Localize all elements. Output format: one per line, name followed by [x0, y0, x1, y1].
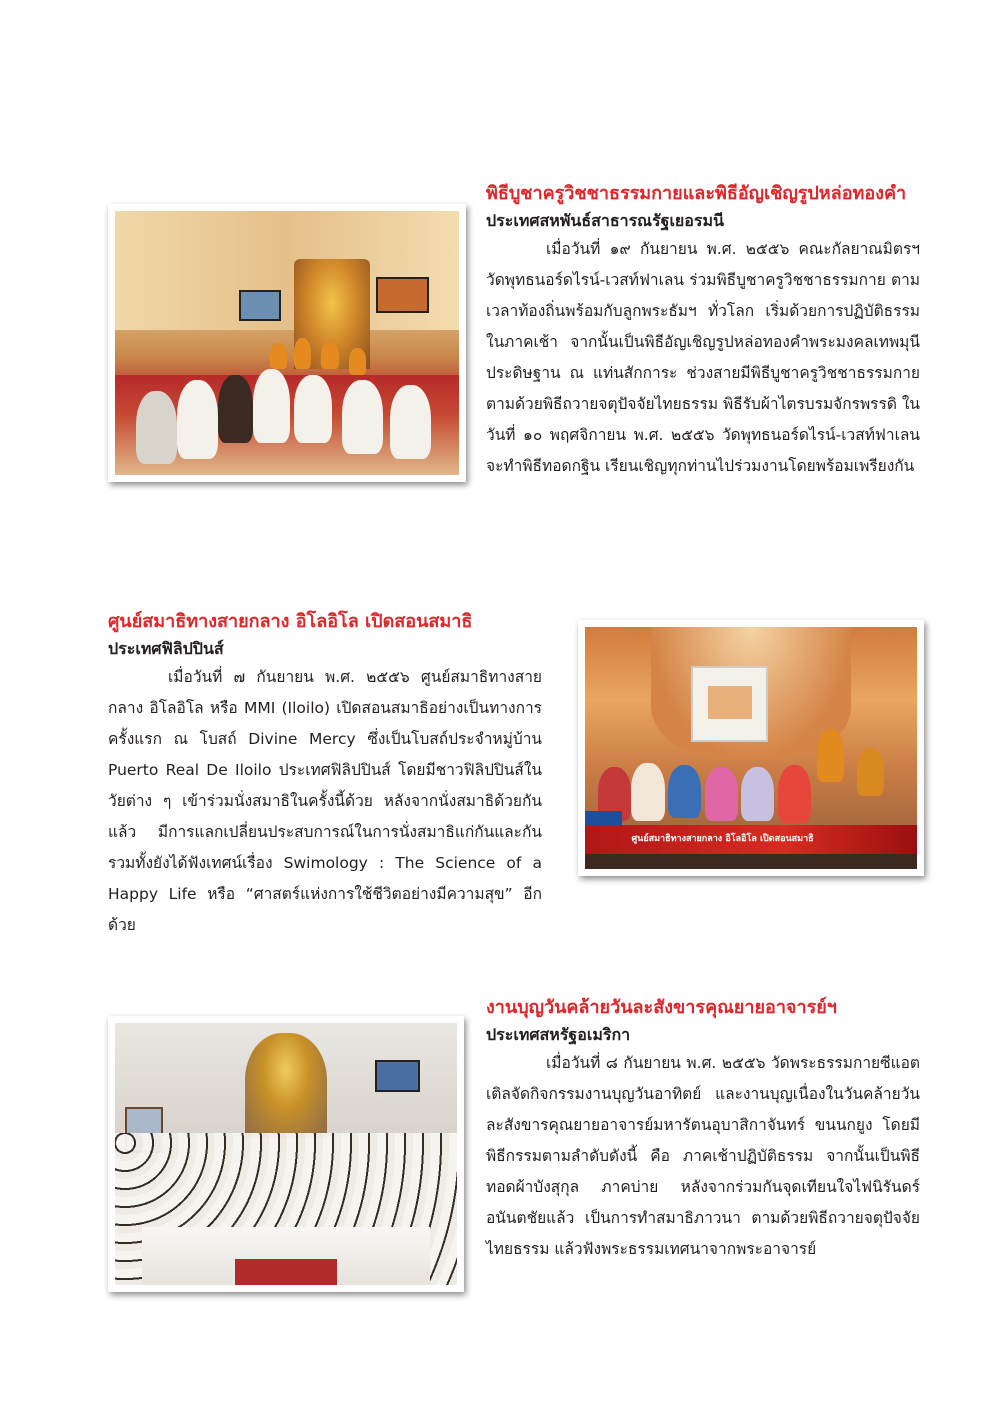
article-3: [486, 994, 920, 1265]
article-2: [108, 608, 542, 941]
article-2-photo: [578, 620, 924, 876]
chapel-meditation-photo: [585, 627, 917, 869]
article-3-country: ประเทศสหรัฐอเมริกา: [486, 1025, 631, 1044]
article-3-title: งานบุญวันคล้ายวันละสังขารคุณยายอาจารย์ฯ: [486, 997, 837, 1018]
article-1-body: เมื่อวันที่ ๑๙ กันยายน พ.ศ. ๒๕๕๖ คณะกัลยาณมิตรฯ วัดพุทธนอร์ดไรน์-เวสท์ฟาเลน ร่วมพิธีบูชาครูวิชชาธรรมกาย ตามเวลาท้องถิ่นพร้อมกับลูกพระธัมฯ ทั่วโลก เริ่มด้วยการปฏิบัติธรรมในภาคเช้า จากนั้นเป็นพิธีอัญเชิญรูปหล่อทองคำพระมงคลเทพมุนีประดิษฐาน ณ แท่นสักการะ ช่วงสายมีพิธีบูชาครูวิชชาธรรมกาย ตามด้วยพิธีถวายจตุปัจจัยไทยธรรม พิธีรับผ้าไตรบรมจักรพรรดิ ในวันที่ ๑๐ พฤศจิกายน พ.ศ. ๒๕๕๖ วัดพุทธนอร์ดไรน์-เวสท์ฟาเลน จะทำพิธีทอดกฐิน เรียนเชิญทุกท่านไปร่วมงานโดยพร้อมเพรียงกัน: [486, 240, 920, 475]
group-photo: [115, 1023, 457, 1285]
photo-caption: ศูนย์สมาธิทางสายกลาง อิโลอิโล เปิดสอนสมาธิ: [631, 834, 814, 845]
article-1: [486, 180, 920, 482]
article-3-body: เมื่อวันที่ ๘ กันยายน พ.ศ. ๒๕๕๖ วัดพระธรรมกายซีแอตเติลจัดกิจกรรมงานบุญวันอาทิตย์ และงานบุญเนื่องในวันคล้ายวันละสังขารคุณยายอาจารย์มหารัตนอุบาสิกาจันทร์ ขนนกยูง โดยมีพิธีกรรมตามลำดับดังนี้ คือ ภาคเช้าปฏิบัติธรรม จากนั้นเป็นพิธีทอดผ้าบังสุกุล ภาคบ่าย หลังจากร่วมกันจุดเทียนใจไฟนิรันดร์อนันตชัยแล้ว เป็นการทำสมาธิภาวนา ตามด้วยพิธีถวายจตุปัจจัยไทยธรรม แล้วฟังพระธรรมเทศนาจากพระอาจารย์: [486, 1054, 920, 1258]
article-1-country: ประเทศสหพันธ์สาธารณรัฐเยอรมนี: [486, 211, 724, 230]
article-2-title: ศูนย์สมาธิทางสายกลาง อิโลอิโล เปิดสอนสมาธิ: [108, 611, 473, 632]
article-2-country: ประเทศฟิลิปปินส์: [108, 639, 224, 658]
article-1-photo: [108, 204, 466, 482]
article-3-photo: [108, 1016, 464, 1292]
article-2-body: เมื่อวันที่ ๗ กันยายน พ.ศ. ๒๕๕๖ ศูนย์สมาธิทางสายกลาง อิโลอิโล หรือ MMI (Iloilo) เปิดสอนสมาธิอย่างเป็นทางการครั้งแรก ณ โบสถ์ Divine Mercy ซึ่งเป็นโบสถ์ประจำหมู่บ้าน Puerto Real De Iloilo ประเทศฟิลิปปินส์ โดยมีชาวฟิลิปปินส์ในวัยต่าง ๆ เข้าร่วมนั่งสมาธิในครั้งนี้ด้วย หลังจากนั่งสมาธิด้วยกันแล้ว มีการแลกเปลี่ยนประสบการณ์ในการนั่งสมาธิแก่กันและกัน รวมทั้งยังได้ฟังเทศน์เรื่อง Swimology : The Science of a Happy Life หรือ “ศาสตร์แห่งการใช้ชีวิตอย่างมีความสุข” อีกด้วย: [108, 668, 542, 934]
article-1-title: พิธีบูชาครูวิชชาธรรมกายและพิธีอัญเชิญรูปหล่อทองคำ: [486, 183, 907, 204]
temple-hall-photo: [115, 211, 459, 475]
